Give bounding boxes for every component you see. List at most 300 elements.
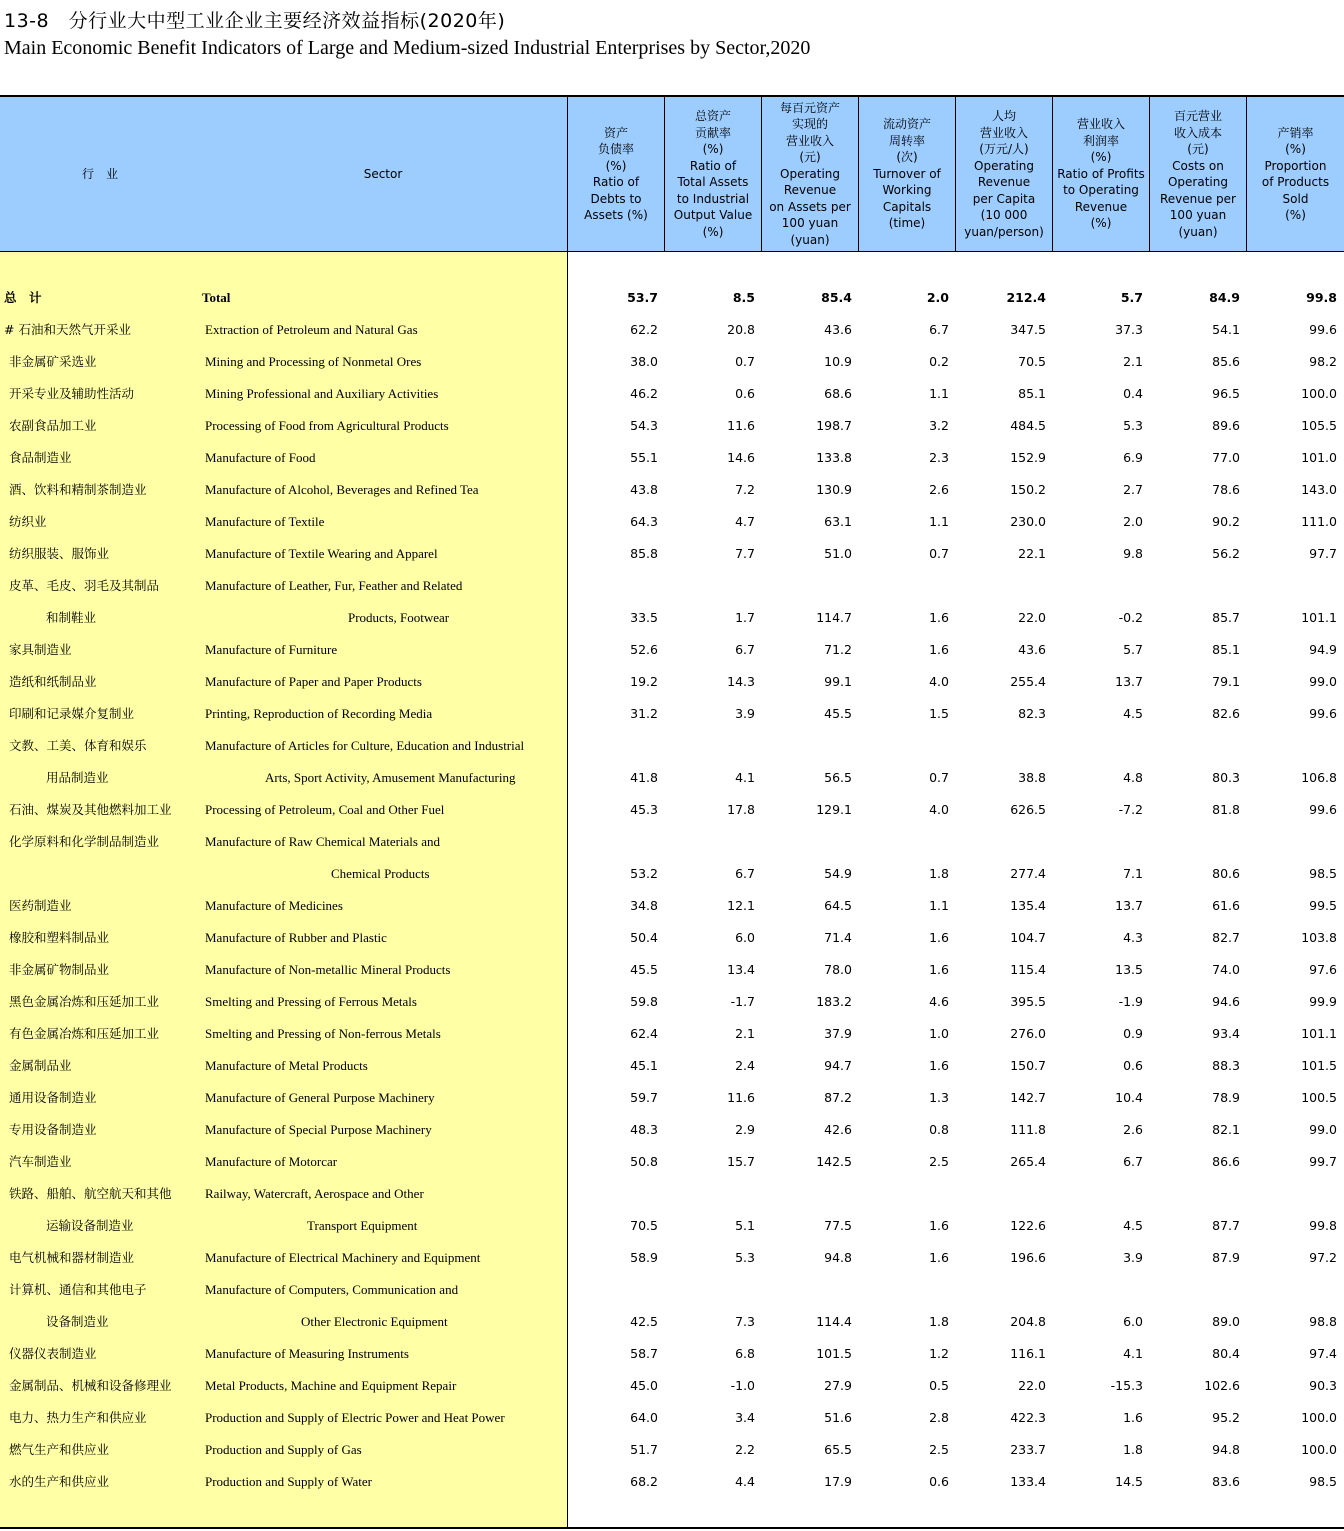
row-value: 230.0 [1010,514,1046,529]
row-value: 150.2 [1010,482,1046,497]
row-value: 53.7 [627,290,658,305]
row-value: 62.2 [630,322,658,337]
row-value: 122.6 [1010,1218,1046,1233]
row-value: 111.8 [1010,1122,1046,1137]
row-value: 17.8 [727,802,755,817]
row-industry-cn: 黑色金属冶炼和压延加工业 [9,994,160,1009]
row-value: 94.9 [1309,642,1337,657]
row-value: 233.7 [1010,1442,1046,1457]
row-value: 0.5 [929,1378,949,1393]
row-value: 80.4 [1212,1346,1240,1361]
row-value: 99.0 [1309,674,1337,689]
row-value: 85.1 [1212,642,1240,657]
table-row [0,1274,1344,1306]
table-row [0,1370,1344,1402]
row-sector-en: Manufacture of Motorcar [205,1154,338,1169]
row-value: 77.5 [824,1218,852,1233]
row-value: 2.1 [735,1026,755,1041]
row-value: 101.1 [1301,610,1337,625]
row-value: 96.5 [1212,386,1240,401]
row-value: 64.5 [824,898,852,913]
row-value: 277.4 [1010,866,1046,881]
row-value: 85.8 [630,546,658,561]
row-value: 37.3 [1115,322,1143,337]
row-value: 68.2 [630,1474,658,1489]
row-value: 2.5 [929,1442,949,1457]
row-sector-en: Manufacture of Textile [205,514,325,529]
row-sector-en: Manufacture of Medicines [205,898,343,913]
header-products-sold: 产销率 (%) Proportion of Products Sold (%) [1261,125,1330,222]
row-value: 45.5 [824,706,852,721]
row-value: 71.2 [824,642,852,657]
row-value: 99.6 [1309,706,1337,721]
row-value: 4.6 [929,994,949,1009]
row-value: 52.6 [630,642,658,657]
row-value: 99.0 [1309,1122,1337,1137]
row-value: 1.6 [929,1250,949,1265]
row-value: 4.4 [735,1474,755,1489]
row-sector-en: Manufacture of Leather, Fur, Feather and Related [205,578,463,593]
row-value: 70.5 [1018,354,1046,369]
row-industry-cn: 通用设备制造业 [9,1090,97,1105]
row-value: -7.2 [1118,802,1143,817]
row-industry-cn: 和制鞋业 [46,610,97,625]
row-value: 347.5 [1010,322,1046,337]
row-value: 74.0 [1212,962,1240,977]
row-value: 1.8 [929,1314,949,1329]
table-row [0,378,1344,410]
row-value: 198.7 [816,418,852,433]
row-sector-en: Manufacture of Articles for Culture, Education and Industrial [205,738,525,753]
row-value: 4.1 [1123,1346,1143,1361]
row-value: 87.7 [1212,1218,1240,1233]
row-value: 7.1 [1123,866,1143,881]
row-value: 54.3 [630,418,658,433]
row-industry-cn: 化学原料和化学制品制造业 [9,834,160,849]
row-value: 77.0 [1212,450,1240,465]
row-value: 19.2 [630,674,658,689]
header-profit-ratio: 营业收入 利润率 (%) Ratio of Profits to Operating Revenue (%) [1057,117,1145,231]
bottom-rule [0,1527,1344,1529]
row-value: 265.4 [1010,1154,1046,1169]
row-value: 22.1 [1018,546,1046,561]
row-value: 4.7 [735,514,755,529]
row-sector-en: Manufacture of Metal Products [205,1058,368,1073]
row-sector-en: Total [202,290,231,305]
row-industry-cn: 金属制品业 [9,1058,72,1073]
row-value: 5.7 [1123,642,1143,657]
row-value: 99.1 [824,674,852,689]
table-row [0,698,1344,730]
row-value: 97.6 [1309,962,1337,977]
row-value: 53.2 [630,866,658,881]
table-row [0,1402,1344,1434]
row-value: 65.5 [824,1442,852,1457]
row-value: 3.2 [929,418,949,433]
row-value: 4.0 [929,802,949,817]
table-row [0,762,1344,794]
row-industry-cn: 计算机、通信和其他电子 [9,1282,147,1297]
row-sector-en: Products, Footwear [348,610,450,625]
row-value: 183.2 [816,994,852,1009]
row-industry-cn: 文教、工美、体育和娱乐 [9,738,147,753]
row-sector-en: Production and Supply of Gas [205,1442,362,1457]
row-value: 0.6 [929,1474,949,1489]
table-row [0,1242,1344,1274]
row-value: 7.3 [735,1314,755,1329]
row-value: 51.6 [824,1410,852,1425]
table-row [0,506,1344,538]
row-value: 97.2 [1309,1250,1337,1265]
row-value: 101.0 [1301,450,1337,465]
row-value: 115.4 [1010,962,1046,977]
row-value: 11.6 [727,418,755,433]
table-row [0,1338,1344,1370]
row-value: 59.8 [630,994,658,1009]
row-value: 6.7 [929,322,949,337]
table-row [0,1210,1344,1242]
row-value: 6.0 [735,930,755,945]
row-value: 82.1 [1212,1122,1240,1137]
row-value: 12.1 [727,898,755,913]
row-value: 1.1 [929,514,949,529]
row-value: 99.8 [1306,290,1337,305]
row-sector-en: Railway, Watercraft, Aerospace and Other [205,1186,424,1201]
table-row [0,986,1344,1018]
row-sector-en: Manufacture of Textile Wearing and Apparel [205,546,438,561]
row-value: 100.0 [1301,1442,1337,1457]
row-value: 98.5 [1309,866,1337,881]
row-value: 13.7 [1115,674,1143,689]
header-costs: 百元营业 收入成本 (元) Costs on Operating Revenue per 100 yuan (yuan) [1159,109,1236,239]
table-row [0,826,1344,858]
row-value: 422.3 [1010,1410,1046,1425]
row-value: 94.7 [824,1058,852,1073]
table-row [0,954,1344,986]
header-total-assets-ratio: 总资产 贡献率 (%) Ratio of Total Assets to Industrial Output Value (%) [673,109,753,239]
header-sector-en: Sector [363,166,403,181]
row-value: 78.0 [824,962,852,977]
row-sector-en: Manufacture of Special Purpose Machinery [205,1122,432,1137]
row-industry-cn: 医药制造业 [9,898,72,913]
row-value: 7.2 [735,482,755,497]
row-sector-en: Manufacture of Paper and Paper Products [205,674,422,689]
row-value: 56.2 [1212,546,1240,561]
table-row [0,730,1344,762]
row-value: 22.0 [1018,610,1046,625]
row-value: 98.8 [1309,1314,1337,1329]
row-value: 70.5 [630,1218,658,1233]
row-value: 58.9 [630,1250,658,1265]
row-value: 2.8 [929,1410,949,1425]
row-value: 196.6 [1010,1250,1046,1265]
row-value: 1.6 [929,642,949,657]
header-revenue-on-assets: 每百元资产 实现的 营业收入 (元) Operating Revenue on Assets per 100 yuan (yuan) [769,100,851,247]
row-value: 99.7 [1309,1154,1337,1169]
row-value: 99.6 [1309,802,1337,817]
row-value: 31.2 [630,706,658,721]
row-sector-en: Smelting and Pressing of Ferrous Metals [205,994,417,1009]
row-value: 99.5 [1309,898,1337,913]
row-sector-en: Processing of Food from Agricultural Products [205,418,449,433]
row-industry-cn: 有色金属冶炼和压延加工业 [9,1026,160,1041]
row-value: 82.6 [1212,706,1240,721]
row-value: 45.5 [630,962,658,977]
row-industry-cn: 金属制品、机械和设备修理业 [9,1378,172,1393]
row-industry-cn: 水的生产和供应业 [9,1474,110,1489]
row-industry-cn: 橡胶和塑料制品业 [9,930,110,945]
row-value: 10.9 [824,354,852,369]
table-row [0,1466,1344,1498]
table-row [0,282,1344,314]
row-value: -1.7 [730,994,755,1009]
table-row [0,1114,1344,1146]
row-value: 99.6 [1309,322,1337,337]
row-value: 1.0 [929,1026,949,1041]
header-revenue-per-capita: 人均 营业收入 (万元/人) Operating Revenue per Capita (10 000 yuan/person) [964,109,1044,239]
row-value: 2.5 [929,1154,949,1169]
row-value: 143.0 [1301,482,1337,497]
row-value: 58.7 [630,1346,658,1361]
row-value: 102.6 [1204,1378,1240,1393]
row-value: 1.6 [1123,1410,1143,1425]
row-sector-en: Transport Equipment [307,1218,418,1233]
row-industry-cn: 汽车制造业 [9,1154,72,1169]
row-value: 94.6 [1212,994,1240,1009]
row-value: 2.4 [735,1058,755,1073]
row-sector-en: Mining and Processing of Nonmetal Ores [205,354,422,369]
row-sector-en: Manufacture of Raw Chemical Materials and [205,834,440,849]
row-value: 98.5 [1309,1474,1337,1489]
row-value: 1.8 [929,866,949,881]
row-value: 204.8 [1010,1314,1046,1329]
row-industry-cn: 设备制造业 [46,1314,109,1329]
table-row [0,442,1344,474]
row-value: 6.9 [1123,450,1143,465]
row-industry-cn: 电气机械和器材制造业 [9,1250,135,1265]
row-value: 78.9 [1212,1090,1240,1105]
row-value: -15.3 [1110,1378,1143,1393]
row-value: 17.9 [824,1474,852,1489]
row-value: 100.0 [1301,386,1337,401]
header-industry-cn: 行 业 [81,166,118,181]
row-value: 50.8 [630,1154,658,1169]
row-value: 89.0 [1212,1314,1240,1329]
row-value: 81.8 [1212,802,1240,817]
row-sector-en: Manufacture of Alcohol, Beverages and Refined Tea [205,482,479,497]
row-value: 80.3 [1212,770,1240,785]
row-industry-cn: 家具制造业 [9,642,72,657]
table-row [0,858,1344,890]
row-value: 9.8 [1123,546,1143,561]
row-sector-en: Production and Supply of Water [205,1474,372,1489]
row-value: 68.6 [824,386,852,401]
row-industry-cn: 非金属矿物制品业 [9,962,110,977]
row-industry-cn: 开采专业及辅助性活动 [9,386,135,401]
row-value: 1.2 [929,1346,949,1361]
row-value: 48.3 [630,1122,658,1137]
row-value: 99.8 [1309,1218,1337,1233]
row-sector-en: Metal Products, Machine and Equipment Repair [205,1378,457,1393]
row-value: 2.9 [735,1122,755,1137]
row-value: 64.3 [630,514,658,529]
table-row [0,922,1344,954]
row-value: 13.5 [1115,962,1143,977]
row-value: 6.8 [735,1346,755,1361]
row-value: 97.7 [1309,546,1337,561]
row-value: 395.5 [1010,994,1046,1009]
row-value: 5.7 [1120,290,1143,305]
row-value: 79.1 [1212,674,1240,689]
row-value: 13.7 [1115,898,1143,913]
row-value: 2.6 [929,482,949,497]
row-industry-cn: 铁路、船舶、航空航天和其他 [9,1186,172,1201]
row-value: 78.6 [1212,482,1240,497]
row-sector-en: Chemical Products [331,866,430,881]
row-value: 45.1 [630,1058,658,1073]
row-value: 98.2 [1309,354,1337,369]
row-industry-cn: 造纸和纸制品业 [9,674,97,689]
table-row [0,634,1344,666]
row-industry-cn: 纺织业 [9,514,47,529]
row-value: 276.0 [1010,1026,1046,1041]
row-value: 6.7 [735,866,755,881]
row-value: 33.5 [630,610,658,625]
table-row [0,1050,1344,1082]
header-turnover: 流动资产 周转率 (次) Turnover of Working Capitals (time) [873,117,941,231]
row-value: 85.6 [1212,354,1240,369]
row-value: 54.9 [824,866,852,881]
row-value: 1.3 [929,1090,949,1105]
row-value: 0.9 [1123,1026,1143,1041]
row-value: 15.7 [727,1154,755,1169]
row-value: 101.5 [816,1346,852,1361]
row-value: 6.7 [1123,1154,1143,1169]
row-value: 5.3 [1123,418,1143,433]
row-value: 63.1 [824,514,852,529]
row-value: 130.9 [816,482,852,497]
table-row [0,1146,1344,1178]
row-sector-en: Production and Supply of Electric Power and Heat Power [205,1410,505,1425]
row-value: -0.2 [1118,610,1143,625]
row-value: 38.8 [1018,770,1046,785]
table-row [0,538,1344,570]
row-value: 0.6 [735,386,755,401]
row-value: 103.8 [1301,930,1337,945]
row-value: 46.2 [630,386,658,401]
row-value: 11.6 [727,1090,755,1105]
row-value: 50.4 [630,930,658,945]
row-value: 20.8 [727,322,755,337]
row-value: 13.4 [727,962,755,977]
row-sector-en: Manufacture of General Purpose Machinery [205,1090,435,1105]
row-value: 2.1 [1123,354,1143,369]
row-industry-cn: 电力、热力生产和供应业 [9,1410,147,1425]
row-value: 89.6 [1212,418,1240,433]
row-value: 64.0 [630,1410,658,1425]
row-sector-en: Extraction of Petroleum and Natural Gas [205,322,418,337]
row-value: 87.9 [1212,1250,1240,1265]
table-row [0,1306,1344,1338]
row-value: 85.4 [821,290,852,305]
row-value: 54.1 [1212,322,1240,337]
row-sector-en: Processing of Petroleum, Coal and Other Fuel [205,802,445,817]
row-value: 3.4 [735,1410,755,1425]
row-value: 51.0 [824,546,852,561]
row-value: 0.6 [1123,1058,1143,1073]
row-value: 105.5 [1301,418,1337,433]
table-row [0,314,1344,346]
row-value: 6.0 [1123,1314,1143,1329]
row-value: 43.6 [1018,642,1046,657]
row-value: 14.5 [1115,1474,1143,1489]
table-row [0,1434,1344,1466]
row-sector-en: Manufacture of Computers, Communication and [205,1282,459,1297]
row-value: 5.3 [735,1250,755,1265]
row-industry-cn: 燃气生产和供应业 [9,1442,110,1457]
table-title-cn: 13-8 分行业大中型工业企业主要经济效益指标(2020年) [4,10,506,32]
row-value: 101.1 [1301,1026,1337,1041]
row-sector-en: Mining Professional and Auxiliary Activities [205,386,439,401]
row-value: 135.4 [1010,898,1046,913]
row-industry-cn: 仪器仪表制造业 [9,1346,97,1361]
row-value: 129.1 [816,802,852,817]
table-row [0,794,1344,826]
row-value: 82.7 [1212,930,1240,945]
row-sector-en: Manufacture of Furniture [205,642,338,657]
row-value: 1.6 [929,930,949,945]
row-value: 2.7 [1123,482,1143,497]
row-value: 100.5 [1301,1090,1337,1105]
row-value: 14.3 [727,674,755,689]
row-value: 1.1 [929,386,949,401]
row-value: 97.4 [1309,1346,1337,1361]
row-sector-en: Manufacture of Electrical Machinery and Equipment [205,1250,481,1265]
row-value: 3.9 [1123,1250,1143,1265]
row-value: 1.7 [735,610,755,625]
table-row [0,474,1344,506]
row-value: 2.2 [735,1442,755,1457]
row-value: 38.0 [630,354,658,369]
row-value: 94.8 [824,1250,852,1265]
row-value: 10.4 [1115,1090,1143,1105]
row-value: 59.7 [630,1090,658,1105]
row-value: -1.0 [730,1378,755,1393]
row-sector-en: Arts, Sport Activity, Amusement Manufacturing [265,770,516,785]
row-value: 1.1 [929,898,949,913]
row-value: 42.6 [824,1122,852,1137]
row-value: 114.4 [816,1314,852,1329]
row-value: 1.6 [929,962,949,977]
row-value: 2.0 [926,290,949,305]
row-value: 86.6 [1212,1154,1240,1169]
row-value: 43.8 [630,482,658,497]
row-value: 1.8 [1123,1442,1143,1457]
row-value: 106.8 [1301,770,1337,785]
row-value: 95.2 [1212,1410,1240,1425]
row-value: 626.5 [1010,802,1046,817]
table-row [0,346,1344,378]
row-value: 8.5 [732,290,755,305]
row-value: 85.1 [1018,386,1046,401]
row-value: 87.2 [824,1090,852,1105]
row-value: 55.1 [630,450,658,465]
row-value: 1.6 [929,1218,949,1233]
row-industry-cn: 农副食品加工业 [9,418,97,433]
row-value: 93.4 [1212,1026,1240,1041]
row-value: 2.3 [929,450,949,465]
row-value: 1.6 [929,1058,949,1073]
